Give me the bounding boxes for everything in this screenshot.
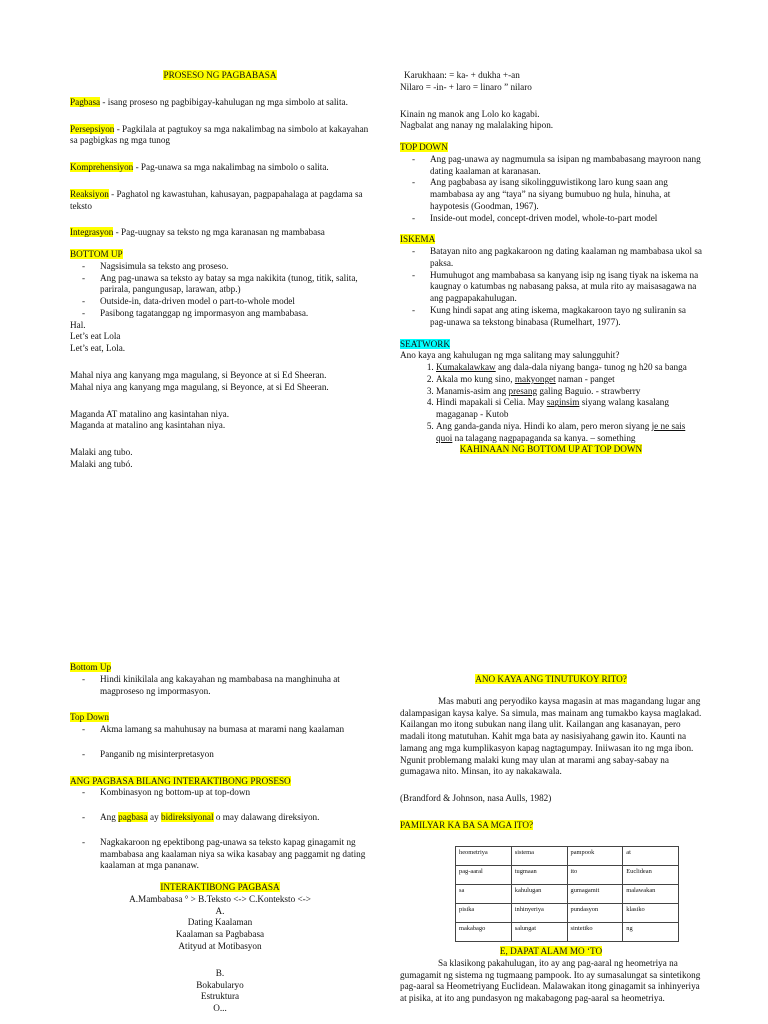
top-down-weakness-list xyxy=(70,724,370,761)
table-cell: at xyxy=(623,847,679,866)
list-item: - Inside-out model, concept-driven model, whole-to-part model xyxy=(430,213,702,225)
table-cell: makabago xyxy=(456,923,512,942)
example-line: Mahal niya ang kanyang mga magulang, si Beyonce, at si Ed Sheeran. xyxy=(70,381,329,392)
top-down-heading: TOP DOWN xyxy=(400,142,448,153)
def-persepsiyon: Persepsiyon - Pagkilala at pagtukoy sa mga nakalimbag na simbolo at kakayahan sa pagbigkas ng mga tunog xyxy=(70,123,369,146)
mystery-paragraph: Mas mabuti ang peryodiko kaysa magasin at mas magandang lugar ang dalampasigan kaysa kalye. Sa simula, mas mainam ang tumakbo kaysa maglakad. Kailangan mo itong subukan nang ilang ulit. Kailangan ang kasanayan, pero madali itong matutuhan. Kahit mga bata ay nasisiyahang gawin ito. Kaunti na lamang ang mga kumplikasyon kapag nagtagumpay. Iniiwasan ito ng mga ibon. Ngunit problemang malaki kung may ulan at marami ang sabay-sabay na gumagawa nito. Minsan, ito ay nakakawala. xyxy=(400,695,702,777)
sentence-line: Kinain ng manok ang Lolo ko kagabi. xyxy=(400,108,540,119)
table-cell: pag-aaral xyxy=(456,866,512,885)
interaktibong-pagbasa-heading: INTERAKTIBONG PAGBASA xyxy=(160,882,280,893)
formula-line: Nilaro = -in- + laro = linaro ” nilaro xyxy=(400,81,532,92)
table-cell: kahulugan xyxy=(511,885,567,904)
seatwork-question: Ano kaya ang kahulugan ng mga salitang may salungguhit? xyxy=(400,350,620,361)
table-row xyxy=(456,866,679,885)
interaktibong-list xyxy=(70,787,370,872)
table-cell: Euclidean xyxy=(623,866,679,885)
kahinaan-heading: KAHINAAN NG BOTTOM UP AT TOP DOWN xyxy=(459,444,643,455)
iskema-list xyxy=(400,246,702,328)
list-item: 2. Akala mo kung sino, makyonget naman - panget xyxy=(436,374,702,386)
table-cell: pisika xyxy=(456,904,512,923)
table-cell: klasiko xyxy=(623,904,679,923)
table-row xyxy=(456,847,679,866)
example-line: Mahal niya ang kanyang mga magulang, si Beyonce at si Ed Sheeran. xyxy=(70,370,327,381)
iskema-heading: ISKEMA xyxy=(400,234,436,245)
def-integrasyon: Integrasyon - Pag-uugnay sa teksto ng mga karanasan ng mambabasa xyxy=(70,227,325,238)
list-item: 3. Manamis-asim ang presang galing Baguio. - strawberry xyxy=(436,386,702,398)
top-down-list xyxy=(400,154,702,225)
table-cell: ito xyxy=(567,866,623,885)
list-item: - Ang pag-unawa ay nagmumula sa isipan ng mambabasang mayroon nang dating kaalaman at karanasan. xyxy=(430,154,702,178)
diagram-line: A.Mambabasa ° > B.Teksto <-> C.Konteksto <-> xyxy=(129,893,311,904)
table-cell: pundasyon xyxy=(567,904,623,923)
list-item: - Humuhugot ang mambabasa sa kanyang isip ng isang tiyak na iskema na kaugnay o katumbas ng nabasang paksa, at mula rito ay maisasagawa na ang pagpapakahulugan. xyxy=(430,270,702,305)
a-item: Atityud at Motibasyon xyxy=(178,941,262,952)
table-cell: sistema xyxy=(511,847,567,866)
b-item: Bokabularyo xyxy=(196,979,244,990)
table-row xyxy=(456,904,679,923)
list-item: 4. Hindi mapakali si Celia. May saginsim siyang walang kasalang magaganap - Kutob xyxy=(436,397,702,421)
pamilyar-heading: PAMILYAR KA BA SA MGA ITO? xyxy=(400,819,534,830)
example-line: Malaki ang tubo. xyxy=(70,447,133,458)
list-item: 1. Kumakalawkaw ang dala-dala niyang banga- tunog ng h20 sa banga xyxy=(436,362,702,374)
bottom-up-list xyxy=(70,261,370,320)
table-cell: pampook xyxy=(567,847,623,866)
b-label: B. xyxy=(215,967,225,978)
bottom-up-label: Bottom Up xyxy=(70,662,112,672)
citation: (Brandford & Johnson, nasa Aulls, 1982) xyxy=(400,793,552,804)
left-top-column xyxy=(70,70,370,471)
top-down-label: Top Down xyxy=(70,712,109,723)
list-item: - Nagkakaroon ng epektibong pag-unawa sa teksto kapag ginagamit ng mambabasa ang kaalaman niya sa wika kasabay ang paggamit ng dating kaalaman at mga pananaw. xyxy=(100,837,370,872)
list-item: 5. Ang ganda-ganda niya. Hindi ko alam, pero meron siyang je ne sais quoi na talagang nagpapaganda sa kanya. – something xyxy=(436,421,702,445)
list-item: - Pasibong tagatanggap ng impormasyon ang mambabasa. xyxy=(100,308,370,320)
table-cell: sa xyxy=(456,885,512,904)
list-item: - Akma lamang sa mahuhusay na bumasa at marami nang kaalaman xyxy=(100,724,370,736)
def-reaksiyon: Reaksiyon - Paghatol ng kawastuhan, kahusayan, pagpapahalaga at pagdama sa teksto xyxy=(70,188,363,211)
left-bottom-column xyxy=(70,662,370,1015)
list-item: - Nagsisimula sa teksto ang proseso. xyxy=(100,261,370,273)
example-line: Hal. xyxy=(70,319,86,330)
edapat-heading: E, DAPAT ALAM MO ‘TO xyxy=(499,946,603,956)
example-line: Let’s eat, Lola. xyxy=(70,343,126,354)
table-cell: salungat xyxy=(511,923,567,942)
list-item: - Ang pag-unawa sa teksto ay batay sa mga nakikita (tunog, titik, salita, parirala, pangungusap, larawan, atbp.) xyxy=(100,273,370,297)
table-row xyxy=(456,923,679,942)
interaktibong-heading: ANG PAGBASA BILANG INTERAKTIBONG PROSESO xyxy=(70,775,291,786)
sentence-line: Nagbalat ang nanay ng malalaking hipon. xyxy=(400,120,554,131)
a-item: Kaalaman sa Pagbabasa xyxy=(175,929,265,940)
right-bottom-column xyxy=(400,674,702,832)
list-item: - Outside-in, data-driven model o part-to-whole model xyxy=(100,296,370,308)
seatwork-list xyxy=(400,362,702,444)
word-table xyxy=(455,846,679,942)
b-item: Estruktura xyxy=(200,991,240,1002)
list-item: - Batayan nito ang pagkakaroon ng dating kaalaman ng mambabasa ukol sa paksa. xyxy=(430,246,702,270)
bottom-up-heading: BOTTOM UP xyxy=(70,249,123,260)
edapat-section xyxy=(400,946,702,1005)
list-item: - Kung hindi sapat ang ating iskema, magkakaroon tayo ng suliranin sa pag-unawa sa tekstong binabasa (Rumelhart, 1977). xyxy=(430,305,702,329)
table-cell: heometriya xyxy=(456,847,512,866)
bottom-up-weakness-list xyxy=(70,674,370,698)
example-line: Let’s eat Lola xyxy=(70,331,121,342)
right-top-column xyxy=(400,70,702,456)
list-item: - Ang pagbabasa ay isang sikolingguwistikong laro kung saan ang mambabasa ay ang “taya” na siyang bumubuo ng hula, hinuha, at haypotesis (Goodman, 1967). xyxy=(430,177,702,212)
list-item: - Hindi kinikilala ang kakayahan ng mambabasa na manghinuha at magproseso ng impormasyon. xyxy=(100,674,370,698)
table-cell: malawakan xyxy=(623,885,679,904)
edapat-paragraph: Sa klasikong pakahulugan, ito ay ang pag-aaral ng heometriya na gumagamit ng sistema ng tugmaang pampook. Ito ay sumasalungat sa sintetikong pag-aaral sa Heometriyang Euclidean. Malawakan itong ginagamit sa inhinyeriya at pisika, at ito ang pundasyon ng makabagong pag-aaral sa heometriya. xyxy=(400,957,701,1004)
table-cell: ng xyxy=(623,923,679,942)
table-cell: gumagamit xyxy=(567,885,623,904)
table-cell: sintetiko xyxy=(567,923,623,942)
proseso-title: PROSESO NG PAGBABASA xyxy=(163,70,277,80)
def-komprehensiyon: Komprehensiyon - Pag-unawa sa mga nakalimbag na simbolo o salita. xyxy=(70,162,329,173)
def-pagbasa: Pagbasa - isang proseso ng pagbibigay-kahulugan ng mga simbolo at salita. xyxy=(70,96,348,107)
list-item: - Ang pagbasa ay bidireksiyonal o may dalawang direksiyon. xyxy=(100,812,370,824)
list-item: - Kombinasyon ng bottom-up at top-down xyxy=(100,787,370,799)
list-item: - Panganib ng misinterpretasyon xyxy=(100,749,370,761)
a-item: Dating Kaalaman xyxy=(187,917,253,928)
b-item: O... xyxy=(213,1003,227,1014)
ano-kaya-heading: ANO KAYA ANG TINUTUKOY RITO? xyxy=(475,674,627,684)
table-cell: tugmaan xyxy=(511,866,567,885)
table-row xyxy=(456,885,679,904)
a-label: A. xyxy=(215,905,225,916)
seatwork-heading: SEATWORK xyxy=(400,338,451,349)
table-cell: inhinyeriya xyxy=(511,904,567,923)
example-line: Malaki ang tubó. xyxy=(70,458,133,469)
example-line: Maganda AT matalino ang kasintahan niya. xyxy=(70,408,230,419)
example-line: Maganda at matalino ang kasintahan niya. xyxy=(70,420,226,431)
formula-line: Karukhaan: = ka- + dukha +-an xyxy=(404,70,520,80)
